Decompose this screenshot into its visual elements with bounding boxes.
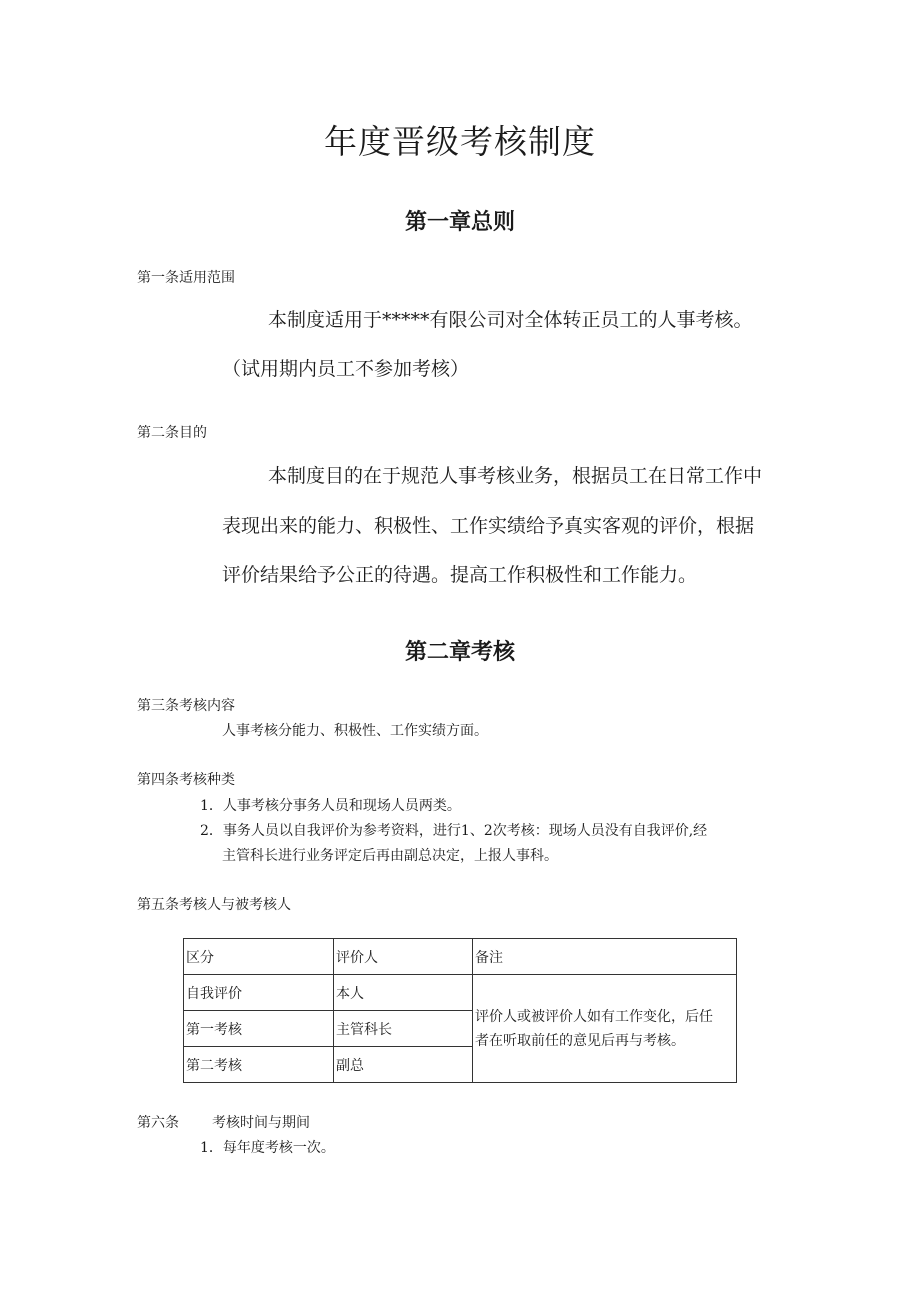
table-header-cell: 区分: [184, 939, 334, 975]
table-cell: 第一考核: [184, 1011, 334, 1047]
chapter-2-heading: 第二章考核: [404, 640, 515, 665]
article-5-heading: 第五条考核人与被考核人: [137, 897, 291, 913]
article-2-text-line-1: 本制度目的在于规范人事考核业务，根据员工在日常工作中: [268, 465, 763, 487]
table-header-row: [184, 939, 737, 975]
table-note-line-1: 评价人或被评价人如有工作变化，后任: [475, 1008, 713, 1025]
table-row: [184, 975, 737, 1011]
article-4-item-2-line-2: 主管科长进行业务评定后再由副总决定，上报人事科。: [222, 848, 558, 864]
article-1-heading: 第一条适用范围: [137, 270, 235, 286]
article-3-heading: 第三条考核内容: [137, 698, 235, 714]
chapter-1-heading: 第一章总则: [404, 210, 515, 235]
table-cell: 副总: [334, 1047, 473, 1083]
table-cell: 自我评价: [184, 975, 334, 1011]
article-4-heading: 第四条考核种类: [137, 772, 235, 788]
article-2-text-line-2: 表现出来的能力、积极性、工作实绩给予真实客观的评价，根据: [222, 515, 755, 537]
table-header-cell: 评价人: [334, 939, 473, 975]
table-cell: 本人: [334, 975, 473, 1011]
article-2-text-line-3: 评价结果给予公正的待遇。提高工作积极性和工作能力。: [222, 564, 698, 586]
table-cell: 第二考核: [184, 1047, 334, 1083]
article-1-text-line-1: 本制度适用于*****有限公司对全体转正员工的人事考核。: [268, 309, 753, 331]
table-header-cell: 备注: [473, 939, 737, 975]
article-6-heading-title: 考核时间与期间: [212, 1115, 310, 1131]
article-6-heading: 第六条: [137, 1115, 179, 1131]
evaluator-table: [183, 938, 737, 1083]
table-note-line-2: 者在听取前任的意见后再与考核。: [475, 1032, 685, 1049]
article-2-heading: 第二条目的: [137, 425, 207, 441]
document-title: 年度晋级考核制度: [324, 122, 596, 161]
article-1-text-line-2: （试用期内员工不参加考核）: [222, 358, 470, 380]
article-4-item-1: 1．人事考核分事务人员和现场人员两类。: [200, 798, 461, 814]
article-3-text: 人事考核分能力、积极性、工作实绩方面。: [222, 723, 488, 739]
table-cell: 主管科长: [334, 1011, 473, 1047]
article-6-item-1: 1．每年度考核一次。: [200, 1140, 335, 1156]
article-4-item-2-line-1: 2．事务人员以自我评价为参考资料，进行1、2次考核：现场人员没有自我评价,经: [200, 823, 708, 839]
table-note-cell: [473, 975, 737, 1083]
